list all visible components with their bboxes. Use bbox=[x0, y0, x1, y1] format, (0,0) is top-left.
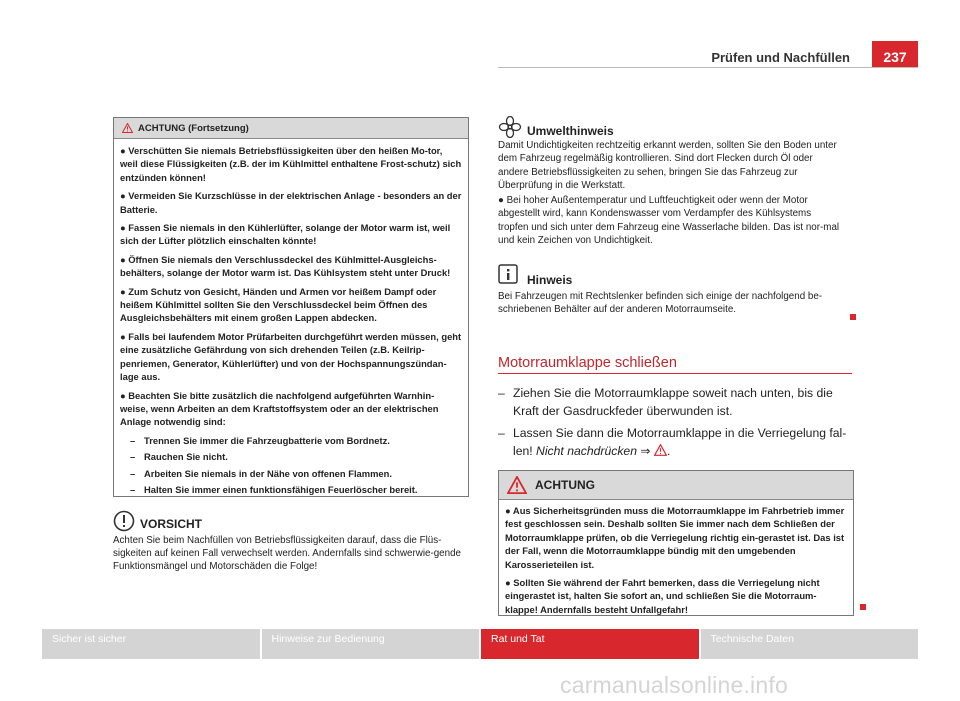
section-underline bbox=[498, 373, 852, 374]
achtung-header bbox=[499, 471, 853, 500]
warning-reference-icon[interactable] bbox=[654, 444, 667, 456]
info-note-icon bbox=[498, 264, 520, 286]
achtung-title: ACHTUNG bbox=[535, 478, 595, 492]
warning-paragraph: ● Öffnen Sie niemals den Verschlussdeckel des Kühlmittel-Ausgleichs-behälters, solange der Motor warm ist. Das Kühlsystem steht unter Druck! bbox=[120, 253, 451, 279]
page-number: 237 bbox=[872, 41, 918, 68]
instruction-steps bbox=[498, 385, 848, 465]
warning-paragraph: ● Fassen Sie niemals in den Kühlerlüfter, solange der Motor warm ist, weil sich der Lüfter plötzlich einschalten könnte! bbox=[120, 222, 451, 247]
watermark: carmanualsonline.info bbox=[560, 672, 788, 698]
warning-dash-item: – Rauchen Sie nicht. bbox=[120, 450, 462, 463]
footer-navigation bbox=[42, 629, 918, 659]
warning-triangle-icon bbox=[507, 476, 527, 494]
warning-box-title: ACHTUNG (Fortsetzung) bbox=[138, 122, 249, 134]
warning-paragraph: ● Verschütten Sie niemals Betriebsflüssigkeiten über den heißen Mo-tor, weil diese Flüssigkeiten (z.B. der im Kühlmittel enthaltene Frost-schutz) sich entzünden können! bbox=[120, 145, 462, 183]
warning-paragraph: ● Beachten Sie bitte zusätzlich die nachfolgend aufgeführten Warnhin-weise, wenn Arbeiten an dem Kraftstoffsystem oder an der elektrischen Anlage notwendig sind: bbox=[120, 389, 439, 428]
achtung-paragraph: ● Aus Sicherheitsgründen muss die Motorraumklappe im Fahrbetrieb immer fest geschlossen sein. Deshalb sollten Sie immer nach dem Schließen der Motorraumklappe prüfen, ob die Verriegelung richtig ein-gerastet ist. Das ist der Fall, wenn die Motorraumklappe bündig mit den umgebenden Karosserieteilen ist. bbox=[505, 505, 845, 570]
environment-note-title: Umwelthinweis bbox=[527, 124, 614, 138]
end-marker bbox=[850, 314, 856, 320]
warning-triangle-icon bbox=[122, 123, 133, 133]
header-title: Prüfen und Nachfüllen bbox=[711, 50, 850, 65]
step-italic-text: Nicht nachdrücken bbox=[536, 443, 637, 458]
header-divider bbox=[498, 67, 918, 68]
note-text: Bei Fahrzeugen mit Rechtslenker befinden sich einige der nachfolgend be-schriebenen Behälter auf der anderen Motorraumseite. bbox=[498, 291, 823, 316]
end-marker bbox=[860, 604, 866, 610]
footer-tab-bedienung[interactable]: Hinweise zur Bedienung bbox=[262, 629, 480, 659]
step-text: Lassen Sie dann die Motorraumklappe in die Verriegelung fal-len! bbox=[513, 426, 847, 458]
warning-box-achtung bbox=[498, 470, 854, 616]
warning-box bbox=[113, 117, 469, 497]
footer-tab-sicher[interactable]: Sicher ist sicher bbox=[42, 629, 260, 659]
warning-dash-item: – Trennen Sie immer die Fahrzeugbatterie vom Bordnetz. bbox=[120, 434, 462, 447]
section-title: Motorraumklappe schließen bbox=[498, 355, 677, 371]
warning-dash-item: – Arbeiten Sie niemals in der Nähe von offenen Flammen. bbox=[120, 467, 462, 480]
warning-paragraph: ● Zum Schutz von Gesicht, Händen und Armen vor heißem Dampf oder heißem Kühlmittel sollten Sie den Verschlussdeckel beim Öffnen des Ausgleichsbehälters mit einem großen Lappen abdecken. bbox=[120, 285, 437, 324]
achtung-body bbox=[499, 500, 853, 616]
warning-box-header bbox=[114, 118, 468, 139]
warning-box-body bbox=[114, 139, 468, 496]
caution-title: VORSICHT bbox=[140, 517, 203, 531]
caution-text: Achten Sie beim Nachfüllen von Betriebsflüssigkeiten darauf, dass die Flüs-sigkeiten auf keinen Fall verwechselt werden. Andernfalls sind schwerwie-gende Funktionsmängel und Motorschäden die Folge! bbox=[113, 535, 461, 573]
step-text: Ziehen Sie die Motorraumklappe soweit nach unten, bis die Kraft der Gasdruckfeder überwunden ist. bbox=[513, 386, 833, 418]
environment-note-bullet: ● Bei hoher Außentemperatur und Luftfeuchtigkeit oder wenn der Motor abgestellt wird, kann Kondenswasser vom Verdampfer des Kühlsystems tropfen und sich unter dem Fahrzeug eine Wasserlache bilden. Das ist nor-mal und kein Zeichen von Undichtigkeit. bbox=[498, 195, 840, 247]
reference-arrow: ⇒ bbox=[637, 443, 654, 458]
caution-exclamation-icon bbox=[113, 510, 135, 532]
achtung-paragraph: ● Sollten Sie während der Fahrt bemerken, dass die Verriegelung nicht eingerastet ist, halten Sie sofort an, und schließen Sie die Motorraum-klappe! Andernfalls besteht Unfallgefahr! bbox=[505, 577, 820, 615]
instruction-step: – Lassen Sie dann die Motorraumklappe in die Verriegelung fal-len! Nicht nachdrücken ⇒ . bbox=[498, 426, 847, 458]
environment-flower-icon bbox=[498, 116, 522, 138]
environment-note-text bbox=[498, 139, 843, 247]
note-title: Hinweis bbox=[527, 273, 573, 287]
instruction-step: – Ziehen Sie die Motorraumklappe soweit nach unten, bis die Kraft der Gasdruckfeder überwunden ist. bbox=[498, 386, 833, 418]
environment-note-paragraph: Damit Undichtigkeiten rechtzeitig erkannt werden, sollten Sie den Boden unter dem Fahrzeug regelmäßig kontrollieren. Sind dort Flecken durch Öl oder andere Betriebsflüssigkeiten zu sehen, bringen Sie das Fahrzeug zur Überprüfung in die Werkstatt. bbox=[498, 140, 837, 191]
warning-dash-item: – Halten Sie immer einen funktionsfähigen Feuerlöscher bereit. bbox=[120, 483, 462, 496]
footer-tab-technische-daten[interactable]: Technische Daten bbox=[701, 629, 919, 659]
warning-paragraph: ● Falls bei laufendem Motor Prüfarbeiten durchgeführt werden müssen, geht eine zusätzliche Gefährdung von sich drehenden Teilen (z.B. Keilrip-penriemen, Generator, Kühlerlüfter) und von der Hochspannungszündan-lage aus. bbox=[120, 330, 462, 383]
warning-paragraph: ● Vermeiden Sie Kurzschlüsse in der elektrischen Anlage - besonders an der Batterie. bbox=[120, 190, 462, 215]
footer-tab-rat-und-tat[interactable]: Rat und Tat bbox=[481, 629, 699, 659]
